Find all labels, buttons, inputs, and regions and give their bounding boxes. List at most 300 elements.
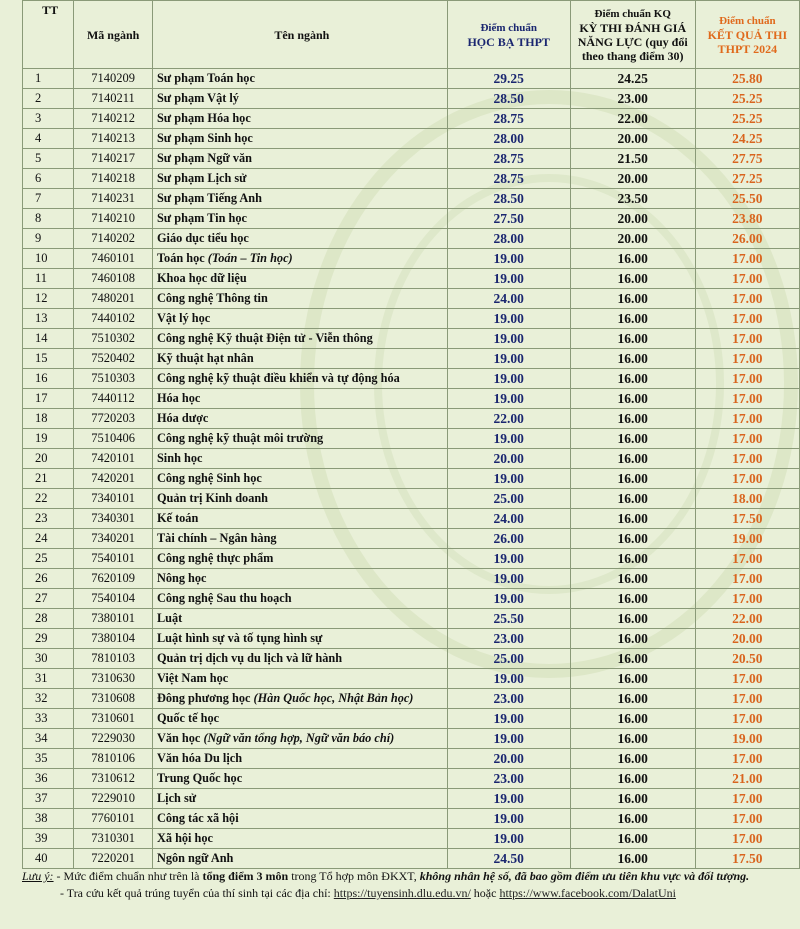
score-hocba: 28.50 — [447, 89, 570, 109]
score-hocba: 23.00 — [447, 769, 570, 789]
major-name-text: Giáo dục tiểu học — [156, 231, 249, 245]
row-number: 17 — [23, 389, 74, 409]
table-row — [23, 509, 800, 529]
table-row — [23, 289, 800, 309]
major-code: 7140231 — [74, 189, 153, 209]
score-hocba: 24.00 — [447, 289, 570, 309]
major-name — [152, 689, 447, 709]
row-number: 30 — [23, 649, 74, 669]
link-tuyensinh[interactable]: https://tuyensinh.dlu.edu.vn/ — [333, 886, 471, 900]
score-hocba: 23.00 — [447, 689, 570, 709]
score-nangluc: 16.00 — [570, 369, 695, 389]
score-hocba: 28.75 — [447, 109, 570, 129]
major-name-text: Khoa học dữ liệu — [156, 271, 247, 285]
score-thpt: 22.00 — [695, 609, 799, 629]
major-name-text: Sư phạm Tin học — [156, 211, 247, 225]
row-number: 13 — [23, 309, 74, 329]
score-nangluc: 16.00 — [570, 289, 695, 309]
score-nangluc: 21.50 — [570, 149, 695, 169]
major-code: 7310630 — [74, 669, 153, 689]
row-number: 14 — [23, 329, 74, 349]
table-row — [23, 829, 800, 849]
major-name-text: Vật lý học — [156, 311, 211, 325]
score-nangluc: 20.00 — [570, 169, 695, 189]
score-thpt: 17.00 — [695, 269, 799, 289]
row-number: 21 — [23, 469, 74, 489]
table-row — [23, 749, 800, 769]
table-row — [23, 429, 800, 449]
major-name — [152, 269, 447, 289]
row-number: 12 — [23, 289, 74, 309]
table-row — [23, 589, 800, 609]
table-row — [23, 149, 800, 169]
table-row — [23, 549, 800, 569]
table-row — [23, 189, 800, 209]
table-row — [23, 369, 800, 389]
major-code: 7140210 — [74, 209, 153, 229]
major-code: 7229030 — [74, 729, 153, 749]
major-name — [152, 609, 447, 629]
major-name — [152, 849, 447, 869]
score-nangluc: 16.00 — [570, 789, 695, 809]
table-row — [23, 689, 800, 709]
score-hocba: 25.00 — [447, 649, 570, 669]
score-thpt: 17.00 — [695, 589, 799, 609]
major-name-text: Quốc tế học — [156, 711, 220, 725]
major-code: 7810106 — [74, 749, 153, 769]
major-code: 7140211 — [74, 89, 153, 109]
score-nangluc: 16.00 — [570, 309, 695, 329]
admission-score-table — [22, 0, 800, 869]
row-number: 32 — [23, 689, 74, 709]
score-hocba: 24.00 — [447, 509, 570, 529]
score-nangluc: 20.00 — [570, 129, 695, 149]
major-code: 7140202 — [74, 229, 153, 249]
row-number: 37 — [23, 789, 74, 809]
table-row — [23, 849, 800, 869]
major-code: 7220201 — [74, 849, 153, 869]
table-row — [23, 229, 800, 249]
row-number: 28 — [23, 609, 74, 629]
major-name — [152, 129, 447, 149]
major-code: 7510303 — [74, 369, 153, 389]
score-hocba: 19.00 — [447, 549, 570, 569]
score-thpt: 17.50 — [695, 849, 799, 869]
row-number: 18 — [23, 409, 74, 429]
row-number: 7 — [23, 189, 74, 209]
score-hocba: 28.75 — [447, 169, 570, 189]
row-number: 27 — [23, 589, 74, 609]
table-row — [23, 649, 800, 669]
table-row — [23, 569, 800, 589]
major-name-text: Sư phạm Hóa học — [156, 111, 251, 125]
row-number: 10 — [23, 249, 74, 269]
score-nangluc: 23.00 — [570, 89, 695, 109]
score-hocba: 19.00 — [447, 809, 570, 829]
major-name-text: Luật hình sự và tố tụng hình sự — [156, 631, 323, 645]
row-number: 20 — [23, 449, 74, 469]
score-thpt: 17.00 — [695, 249, 799, 269]
major-code: 7229010 — [74, 789, 153, 809]
score-thpt: 17.00 — [695, 549, 799, 569]
table-row — [23, 449, 800, 469]
table-row — [23, 169, 800, 189]
score-nangluc: 16.00 — [570, 489, 695, 509]
major-code: 7380101 — [74, 609, 153, 629]
major-code: 7310601 — [74, 709, 153, 729]
header-hocba: Điểm chuẩn HỌC BẠ THPT — [447, 1, 570, 69]
score-thpt: 19.00 — [695, 529, 799, 549]
major-name — [152, 549, 447, 569]
table-row — [23, 249, 800, 269]
major-name — [152, 809, 447, 829]
major-code: 7140218 — [74, 169, 153, 189]
score-nangluc: 16.00 — [570, 829, 695, 849]
major-name-text: Sư phạm Tiếng Anh — [156, 191, 262, 205]
major-name — [152, 409, 447, 429]
score-thpt: 17.00 — [695, 569, 799, 589]
row-number: 6 — [23, 169, 74, 189]
table-row — [23, 629, 800, 649]
major-code: 7810103 — [74, 649, 153, 669]
major-name — [152, 629, 447, 649]
row-number: 40 — [23, 849, 74, 869]
major-code: 7620109 — [74, 569, 153, 589]
major-code: 7310301 — [74, 829, 153, 849]
major-name — [152, 489, 447, 509]
major-name — [152, 429, 447, 449]
score-hocba: 19.00 — [447, 669, 570, 689]
header-thpt: Điểm chuẩn KẾT QUẢ THI THPT 2024 — [695, 1, 799, 69]
score-hocba: 19.00 — [447, 709, 570, 729]
major-name-note: (Hàn Quốc học, Nhật Bản học) — [253, 691, 414, 705]
major-code: 7460101 — [74, 249, 153, 269]
row-number: 34 — [23, 729, 74, 749]
score-hocba: 22.00 — [447, 409, 570, 429]
score-hocba: 23.00 — [447, 629, 570, 649]
major-code: 7420101 — [74, 449, 153, 469]
major-code: 7460108 — [74, 269, 153, 289]
table-row — [23, 789, 800, 809]
row-number: 24 — [23, 529, 74, 549]
score-thpt: 26.00 — [695, 229, 799, 249]
table-row — [23, 329, 800, 349]
score-thpt: 17.00 — [695, 469, 799, 489]
score-hocba: 19.00 — [447, 789, 570, 809]
table-row — [23, 129, 800, 149]
major-code: 7340201 — [74, 529, 153, 549]
major-name — [152, 669, 447, 689]
major-name-text: Việt Nam học — [156, 671, 229, 685]
footnote — [22, 868, 797, 902]
score-thpt: 17.00 — [695, 329, 799, 349]
score-hocba: 28.00 — [447, 129, 570, 149]
major-name — [152, 709, 447, 729]
major-name-text: Công nghệ Sinh học — [156, 471, 262, 485]
major-code: 7510302 — [74, 329, 153, 349]
row-number: 15 — [23, 349, 74, 369]
score-hocba: 19.00 — [447, 569, 570, 589]
major-name-text: Đông phương học — [156, 691, 254, 705]
major-name-text: Quản trị dịch vụ du lịch và lữ hành — [156, 651, 343, 665]
score-thpt: 17.00 — [695, 749, 799, 769]
score-thpt: 20.00 — [695, 629, 799, 649]
score-nangluc: 16.00 — [570, 809, 695, 829]
score-hocba: 24.50 — [447, 849, 570, 869]
major-name — [152, 769, 447, 789]
table-row — [23, 89, 800, 109]
score-hocba: 20.00 — [447, 449, 570, 469]
major-name — [152, 389, 447, 409]
row-number: 11 — [23, 269, 74, 289]
table-row — [23, 769, 800, 789]
row-number: 4 — [23, 129, 74, 149]
major-name — [152, 289, 447, 309]
score-hocba: 19.00 — [447, 329, 570, 349]
score-thpt: 17.00 — [695, 829, 799, 849]
score-hocba: 25.00 — [447, 489, 570, 509]
score-nangluc: 16.00 — [570, 409, 695, 429]
link-facebook[interactable]: https://www.facebook.com/DalatUni — [499, 886, 676, 900]
major-name — [152, 729, 447, 749]
score-thpt: 19.00 — [695, 729, 799, 749]
row-number: 19 — [23, 429, 74, 449]
score-nangluc: 16.00 — [570, 669, 695, 689]
score-thpt: 17.00 — [695, 809, 799, 829]
major-code: 7140212 — [74, 109, 153, 129]
score-thpt: 17.00 — [695, 669, 799, 689]
score-thpt: 17.00 — [695, 789, 799, 809]
table-row — [23, 729, 800, 749]
score-hocba: 28.75 — [447, 149, 570, 169]
major-code: 7440112 — [74, 389, 153, 409]
score-nangluc: 16.00 — [570, 589, 695, 609]
major-code: 7140213 — [74, 129, 153, 149]
score-thpt: 27.25 — [695, 169, 799, 189]
score-thpt: 17.00 — [695, 349, 799, 369]
score-hocba: 19.00 — [447, 829, 570, 849]
score-nangluc: 22.00 — [570, 109, 695, 129]
score-nangluc: 16.00 — [570, 849, 695, 869]
table-row — [23, 489, 800, 509]
row-number: 36 — [23, 769, 74, 789]
score-nangluc: 16.00 — [570, 769, 695, 789]
score-thpt: 21.00 — [695, 769, 799, 789]
major-name-text: Hóa dược — [156, 411, 209, 425]
major-code: 7510406 — [74, 429, 153, 449]
major-name-text: Sư phạm Ngữ văn — [156, 151, 253, 165]
major-name — [152, 829, 447, 849]
score-nangluc: 16.00 — [570, 269, 695, 289]
major-name-text: Công nghệ Kỹ thuật Điện tử - Viễn thông — [156, 331, 373, 345]
score-thpt: 24.25 — [695, 129, 799, 149]
score-thpt: 17.00 — [695, 429, 799, 449]
score-thpt: 17.00 — [695, 449, 799, 469]
score-thpt: 17.00 — [695, 409, 799, 429]
score-hocba: 19.00 — [447, 589, 570, 609]
major-name — [152, 509, 447, 529]
header-tt: TT — [23, 1, 74, 69]
major-name-text: Công nghệ Thông tin — [156, 291, 268, 305]
score-nangluc: 16.00 — [570, 649, 695, 669]
row-number: 29 — [23, 629, 74, 649]
table-row — [23, 529, 800, 549]
major-name — [152, 329, 447, 349]
header-major-name: Tên ngành — [152, 1, 447, 69]
major-name — [152, 649, 447, 669]
row-number: 39 — [23, 829, 74, 849]
score-hocba: 25.50 — [447, 609, 570, 629]
score-nangluc: 16.00 — [570, 549, 695, 569]
score-nangluc: 20.00 — [570, 229, 695, 249]
major-name-text: Công nghệ kỹ thuật điều khiển và tự động hóa — [156, 371, 400, 385]
score-nangluc: 16.00 — [570, 249, 695, 269]
major-name-text: Kế toán — [156, 511, 199, 525]
major-name — [152, 469, 447, 489]
major-name — [152, 529, 447, 549]
table-row — [23, 469, 800, 489]
major-code: 7540101 — [74, 549, 153, 569]
major-name-text: Văn hóa Du lịch — [156, 751, 243, 765]
score-nangluc: 16.00 — [570, 469, 695, 489]
score-hocba: 26.00 — [447, 529, 570, 549]
major-name — [152, 309, 447, 329]
row-number: 22 — [23, 489, 74, 509]
row-number: 25 — [23, 549, 74, 569]
major-name-text: Công nghệ kỹ thuật môi trường — [156, 431, 324, 445]
major-name — [152, 69, 447, 89]
major-name-text: Lịch sử — [156, 791, 197, 805]
major-name-text: Sư phạm Vật lý — [156, 91, 239, 105]
table-row — [23, 349, 800, 369]
table-header-row — [23, 1, 800, 69]
major-name-text: Quản trị Kinh doanh — [156, 491, 269, 505]
row-number: 38 — [23, 809, 74, 829]
score-thpt: 20.50 — [695, 649, 799, 669]
major-code: 7340101 — [74, 489, 153, 509]
major-code: 7340301 — [74, 509, 153, 529]
table-row — [23, 809, 800, 829]
major-name-text: Sư phạm Toán học — [156, 71, 255, 85]
score-hocba: 19.00 — [447, 249, 570, 269]
major-code: 7310608 — [74, 689, 153, 709]
score-hocba: 19.00 — [447, 469, 570, 489]
score-thpt: 25.50 — [695, 189, 799, 209]
score-thpt: 17.00 — [695, 709, 799, 729]
major-name-note: (Toán – Tin học) — [207, 251, 293, 265]
header-nangluc: Điểm chuẩn KQ KỲ THI ĐÁNH GIÁ NĂNG LỰC (quy đổi theo thang điểm 30) — [570, 1, 695, 69]
table-row — [23, 669, 800, 689]
score-thpt: 23.80 — [695, 209, 799, 229]
major-name — [152, 189, 447, 209]
major-name — [152, 569, 447, 589]
table-row — [23, 309, 800, 329]
score-thpt: 25.80 — [695, 69, 799, 89]
table-row — [23, 69, 800, 89]
major-name-text: Sinh học — [156, 451, 203, 465]
score-nangluc: 16.00 — [570, 529, 695, 549]
major-code: 7440102 — [74, 309, 153, 329]
score-thpt: 17.00 — [695, 369, 799, 389]
major-name-text: Công nghệ thực phẩm — [156, 551, 274, 565]
major-code: 7720203 — [74, 409, 153, 429]
score-hocba: 19.00 — [447, 269, 570, 289]
major-code: 7140209 — [74, 69, 153, 89]
major-name — [152, 89, 447, 109]
score-thpt: 17.00 — [695, 389, 799, 409]
major-name — [152, 349, 447, 369]
major-name — [152, 109, 447, 129]
score-hocba: 19.00 — [447, 729, 570, 749]
footnote-line-1: Lưu ý: - Mức điểm chuẩn như trên là tổng điểm 3 môn trong Tổ hợp môn ĐKXT, không nhân hệ số, đã bao gồm điểm ưu tiên khu vực và đối tượng. — [22, 869, 750, 883]
score-hocba: 29.25 — [447, 69, 570, 89]
major-name-note: (Ngữ văn tổng hợp, Ngữ văn báo chí) — [203, 731, 395, 745]
major-name — [152, 229, 447, 249]
score-nangluc: 16.00 — [570, 749, 695, 769]
score-nangluc: 24.25 — [570, 69, 695, 89]
score-thpt: 17.00 — [695, 309, 799, 329]
major-name-text: Công tác xã hội — [156, 811, 239, 825]
score-thpt: 25.25 — [695, 109, 799, 129]
major-name-text: Kỹ thuật hạt nhân — [156, 351, 254, 365]
score-thpt: 17.00 — [695, 689, 799, 709]
table-row — [23, 609, 800, 629]
major-name-text: Tài chính – Ngân hàng — [156, 531, 277, 545]
major-code: 7540104 — [74, 589, 153, 609]
row-number: 35 — [23, 749, 74, 769]
major-code: 7310612 — [74, 769, 153, 789]
table-row — [23, 709, 800, 729]
score-hocba: 19.00 — [447, 389, 570, 409]
row-number: 23 — [23, 509, 74, 529]
score-hocba: 27.50 — [447, 209, 570, 229]
score-thpt: 25.25 — [695, 89, 799, 109]
score-nangluc: 23.50 — [570, 189, 695, 209]
table-row — [23, 389, 800, 409]
score-nangluc: 16.00 — [570, 709, 695, 729]
major-code: 7760101 — [74, 809, 153, 829]
score-hocba: 28.00 — [447, 229, 570, 249]
score-thpt: 18.00 — [695, 489, 799, 509]
score-hocba: 19.00 — [447, 429, 570, 449]
major-name-text: Hóa học — [156, 391, 201, 405]
score-nangluc: 16.00 — [570, 509, 695, 529]
score-nangluc: 16.00 — [570, 689, 695, 709]
major-code: 7420201 — [74, 469, 153, 489]
score-hocba: 19.00 — [447, 309, 570, 329]
score-hocba: 19.00 — [447, 369, 570, 389]
score-nangluc: 20.00 — [570, 209, 695, 229]
major-name-text: Sư phạm Sinh học — [156, 131, 253, 145]
row-number: 16 — [23, 369, 74, 389]
footnote-line-2: - Tra cứu kết quả trúng tuyển của thí sinh tại các địa chỉ: https://tuyensinh.dlu.edu.vn/ hoặc https://www.facebook.com/DalatUni — [60, 886, 676, 900]
major-code: 7380104 — [74, 629, 153, 649]
row-number: 1 — [23, 69, 74, 89]
score-nangluc: 16.00 — [570, 389, 695, 409]
table-row — [23, 269, 800, 289]
score-nangluc: 16.00 — [570, 609, 695, 629]
score-nangluc: 16.00 — [570, 729, 695, 749]
major-name — [152, 449, 447, 469]
major-code: 7480201 — [74, 289, 153, 309]
score-hocba: 28.50 — [447, 189, 570, 209]
major-name — [152, 369, 447, 389]
table-row — [23, 209, 800, 229]
major-name-text: Nông học — [156, 571, 207, 585]
major-name-text: Luật — [156, 611, 183, 625]
row-number: 5 — [23, 149, 74, 169]
score-nangluc: 16.00 — [570, 329, 695, 349]
